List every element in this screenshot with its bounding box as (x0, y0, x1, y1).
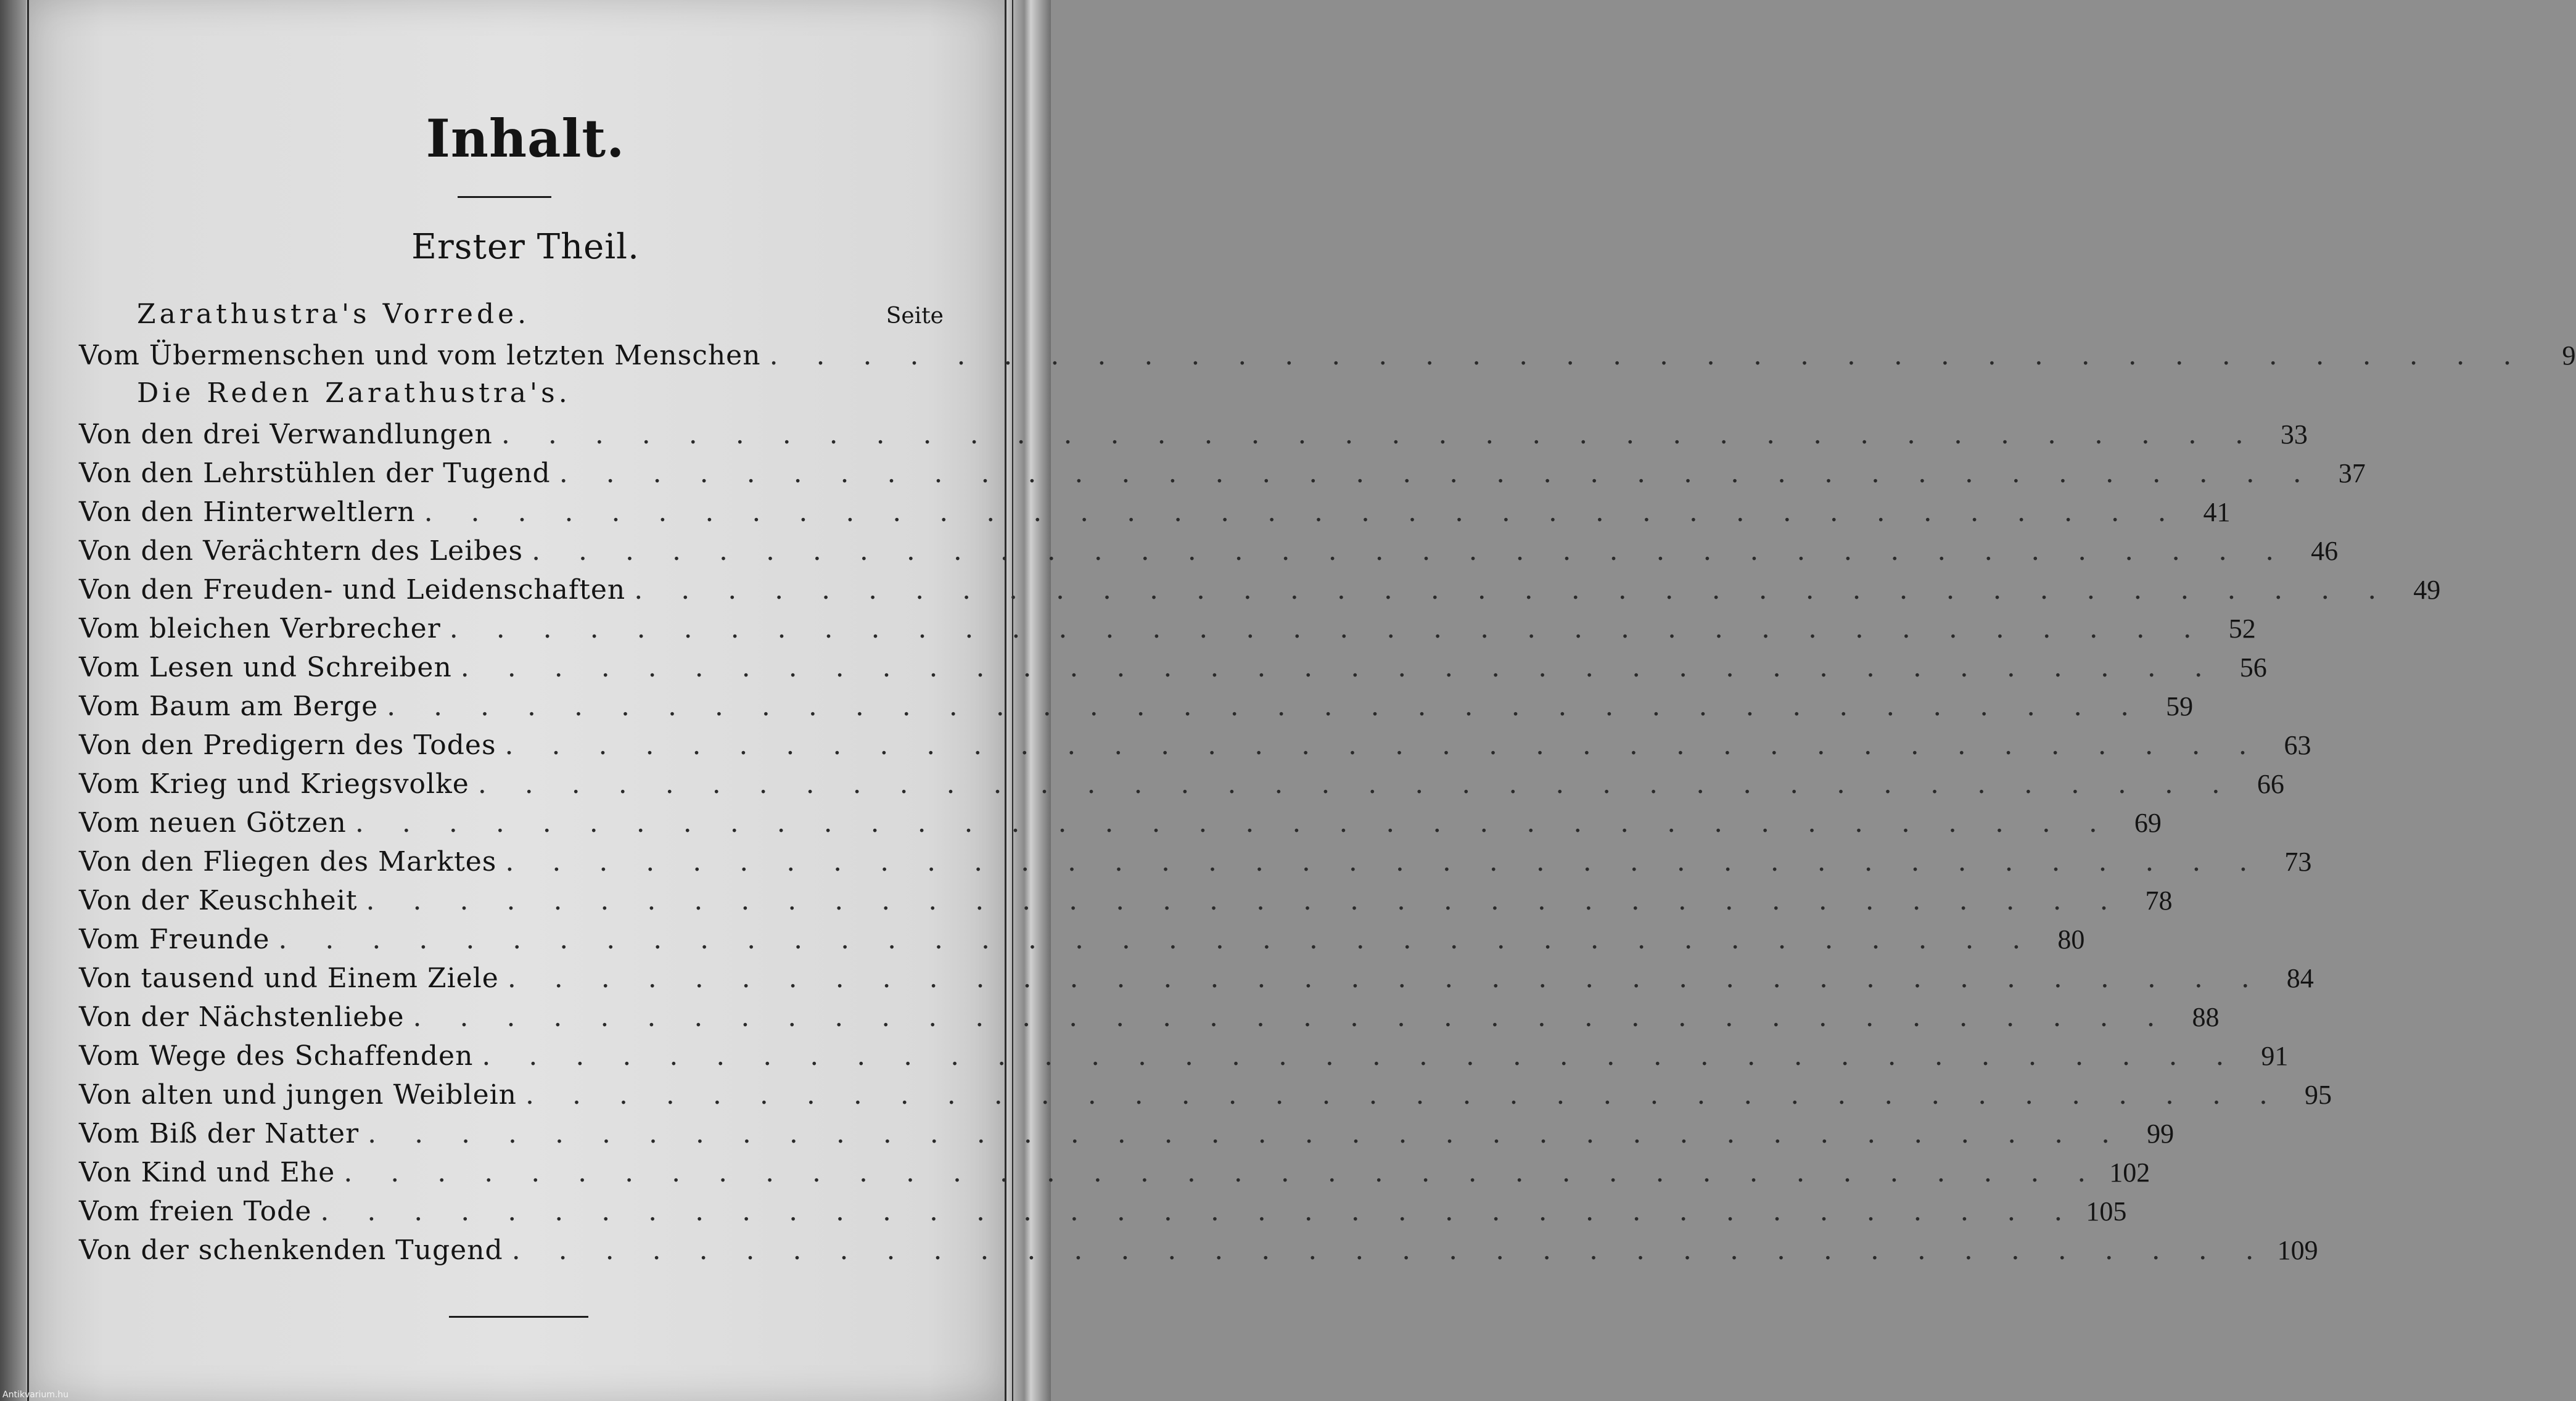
toc-entry-title: Vom Krieg und Kriegsvolke (79, 768, 469, 800)
toc-entry[interactable] (79, 689, 2194, 725)
toc-entry-title: Vom Biß der Natter (79, 1118, 360, 1149)
toc-entry[interactable] (79, 611, 2256, 647)
toc-entry-title: Vom Freunde (79, 924, 270, 955)
left-border-line (27, 0, 29, 1401)
dot-leader: . . . . . . . . . . . . . . . . . . . . . . . . . . . . . . . . . . . . . . (424, 496, 2181, 528)
toc-entry-page: 73 (2284, 847, 2312, 877)
watermark: Antikvarium.hu (2, 1390, 69, 1400)
toc-entry-title: Von tausend und Einem Ziele (79, 963, 499, 994)
toc-entry[interactable] (79, 650, 2267, 686)
dot-leader: . . . . . . . . . . . . . . . . . . . . . . . . . . . . . . . . . . . . . . (532, 535, 2289, 567)
toc-entry-page: 102 (2109, 1157, 2150, 1188)
page-title: Inhalt. (426, 108, 625, 169)
toc-entry[interactable] (79, 1116, 2175, 1152)
toc-entry-page: 84 (2286, 963, 2314, 993)
toc-entry-page: 66 (2257, 769, 2284, 799)
closing-divider (449, 1316, 588, 1318)
dot-leader: . . . . . . . . . . . . . . . . . . . . . . . . . . . . . . . . . . . . . . (477, 768, 2235, 800)
dot-leader: . . . . . . . . . . . . . . . . . . . . . . . . . . . . . . . . . . . . . . (449, 613, 2207, 644)
toc-entry-title: Von den Predigern des Todes (79, 729, 496, 761)
toc-entry-page: 63 (2284, 730, 2311, 760)
toc-entry-page: 56 (2239, 652, 2267, 683)
toc-entry[interactable] (79, 922, 2085, 958)
toc-entry[interactable] (79, 338, 2576, 374)
dot-leader: . . . . . . . . . . . . . . . . . . . . . . . . . . . . . . . . . . . . . . (504, 729, 2262, 761)
toc-entry-title: Von den drei Verwandlungen (79, 419, 493, 450)
toc-entry-title: Von den Verächtern des Leibes (79, 535, 524, 567)
toc-entry[interactable] (79, 728, 2311, 763)
dot-leader: . . . . . . . . . . . . . . . . . . . . . . . . . . . . . . . . . . . . . . (507, 963, 2265, 994)
toc-entry-page: 59 (2166, 691, 2194, 721)
toc-entry[interactable] (79, 456, 2366, 491)
toc-entry-title: Von der schenkenden Tugend (79, 1235, 503, 1266)
toc-entry-page: 95 (2305, 1080, 2332, 1110)
toc-entry[interactable] (79, 1233, 2318, 1268)
dot-leader: . . . . . . . . . . . . . . . . . . . . . . . . . . . . . . . . . . . . . . (320, 1196, 2078, 1227)
toc-entry-title: Von den Freuden- und Leidenschaften (79, 574, 626, 606)
toc-entry-page: 78 (2145, 885, 2173, 916)
page-column-header: Seite (886, 303, 944, 329)
toc-entry-title: Von der Nächstenliebe (79, 1001, 405, 1033)
dot-leader: . . . . . . . . . . . . . . . . . . . . . . . . . . . . . . . . . . . . . . (355, 807, 2112, 839)
toc-entry-title: Von alten und jungen Weiblein (79, 1079, 517, 1111)
dot-leader: . . . . . . . . . . . . . . . . . . . . . . . . . . . . . . . . . . . . . . (482, 1040, 2239, 1072)
toc-entry[interactable] (79, 495, 2231, 530)
toc-entry[interactable] (79, 766, 2284, 802)
toc-entry-title: Vom Lesen und Schreiben (79, 652, 452, 683)
toc-entry-page: 105 (2086, 1196, 2127, 1226)
toc-entry-page: 80 (2057, 924, 2085, 955)
toc-entry-title: Von den Hinterweltlern (79, 496, 416, 528)
dot-leader: . . . . . . . . . . . . . . . . . . . . . . . . . . . . . . . . . . . . . . (505, 846, 2263, 877)
part-heading: Erster Theil. (411, 227, 640, 267)
toc-entry[interactable] (79, 1194, 2127, 1230)
toc-entry-title: Von den Lehrstühlen der Tugend (79, 458, 551, 489)
section-heading-reden: Die Reden Zarathustra's. (137, 377, 571, 409)
toc-entry-page: 99 (2147, 1119, 2175, 1149)
toc-entry-page: 49 (2413, 575, 2441, 605)
toc-entry-page: 91 (2261, 1041, 2289, 1071)
title-divider (458, 196, 551, 198)
toc-entry-title: Von Kind und Ehe (79, 1157, 335, 1188)
dot-leader: . . . . . . . . . . . . . . . . . . . . . . . . . . . . . . . . . . . . . . (387, 691, 2144, 722)
toc-entry-title: Vom Wege des Schaffenden (79, 1040, 474, 1072)
toc-entry[interactable] (79, 572, 2441, 608)
toc-entry-title: Von den Fliegen des Marktes (79, 846, 497, 877)
toc-entry-title: Vom neuen Götzen (79, 807, 347, 839)
dot-leader: . . . . . . . . . . . . . . . . . . . . . . . . . . . . . . . . . . . . . . (511, 1235, 2269, 1266)
dot-leader: . . . . . . . . . . . . . . . . . . . . . . . . . . . . . . . . . . . . . . (769, 340, 2527, 371)
toc-entry-page: 46 (2311, 536, 2339, 566)
toc-entry[interactable] (79, 1000, 2220, 1035)
toc-entry-title: Von der Keuschheit (79, 885, 358, 916)
toc-entry-page: 69 (2134, 808, 2162, 838)
dot-leader: . . . . . . . . . . . . . . . . . . . . . . . . . . . . . . . . . . . . . . (366, 885, 2123, 916)
toc-entry[interactable] (79, 1038, 2289, 1074)
toc-entry-title: Vom freien Tode (79, 1196, 312, 1227)
toc-entry[interactable] (79, 1155, 2150, 1191)
toc-entry-title: Vom Baum am Berge (79, 691, 379, 722)
dot-leader: . . . . . . . . . . . . . . . . . . . . . . . . . . . . . . . . . . . . . . (559, 458, 2316, 489)
toc-entry-page: 9 (2562, 340, 2576, 371)
toc-entry[interactable] (79, 1077, 2332, 1113)
dot-leader: . . . . . . . . . . . . . . . . . . . . . . . . . . . . . . . . . . . . . . (460, 652, 2218, 683)
book-gutter-edge (0, 0, 26, 1401)
toc-entry-title: Vom Übermenschen und vom letzten Menschen (79, 340, 761, 371)
toc-entry[interactable] (79, 961, 2314, 996)
toc-entry-title: Vom bleichen Verbrecher (79, 613, 441, 644)
toc-entry-page: 37 (2338, 458, 2366, 488)
toc-entry[interactable] (79, 844, 2312, 880)
section-heading-vorrede: Zarathustra's Vorrede. (137, 298, 530, 330)
dot-leader: . . . . . . . . . . . . . . . . . . . . . . . . . . . . . . . . . . . . . . (344, 1157, 2101, 1188)
toc-entry[interactable] (79, 805, 2162, 841)
dot-leader: . . . . . . . . . . . . . . . . . . . . . . . . . . . . . . . . . . . . . . (278, 924, 2036, 955)
toc-entry-page: 109 (2277, 1235, 2318, 1265)
dot-leader: . . . . . . . . . . . . . . . . . . . . . . . . . . . . . . . . . . . . . . (368, 1118, 2125, 1149)
dot-leader: . . . . . . . . . . . . . . . . . . . . . . . . . . . . . . . . . . . . . . (634, 574, 2392, 606)
toc-entry[interactable] (79, 883, 2173, 919)
toc-entry[interactable] (79, 417, 2308, 453)
toc-entry-page: 88 (2192, 1002, 2220, 1032)
dot-leader: . . . . . . . . . . . . . . . . . . . . . . . . . . . . . . . . . . . . . . (413, 1001, 2170, 1033)
toc-entry-page: 41 (2203, 497, 2231, 527)
dot-leader: . . . . . . . . . . . . . . . . . . . . . . . . . . . . . . . . . . . . . . (501, 419, 2258, 450)
toc-entry-page: 33 (2280, 419, 2308, 450)
toc-entry-page: 52 (2228, 614, 2256, 644)
toc-entry[interactable] (79, 533, 2339, 569)
dot-leader: . . . . . . . . . . . . . . . . . . . . . . . . . . . . . . . . . . . . . . (525, 1079, 2282, 1111)
